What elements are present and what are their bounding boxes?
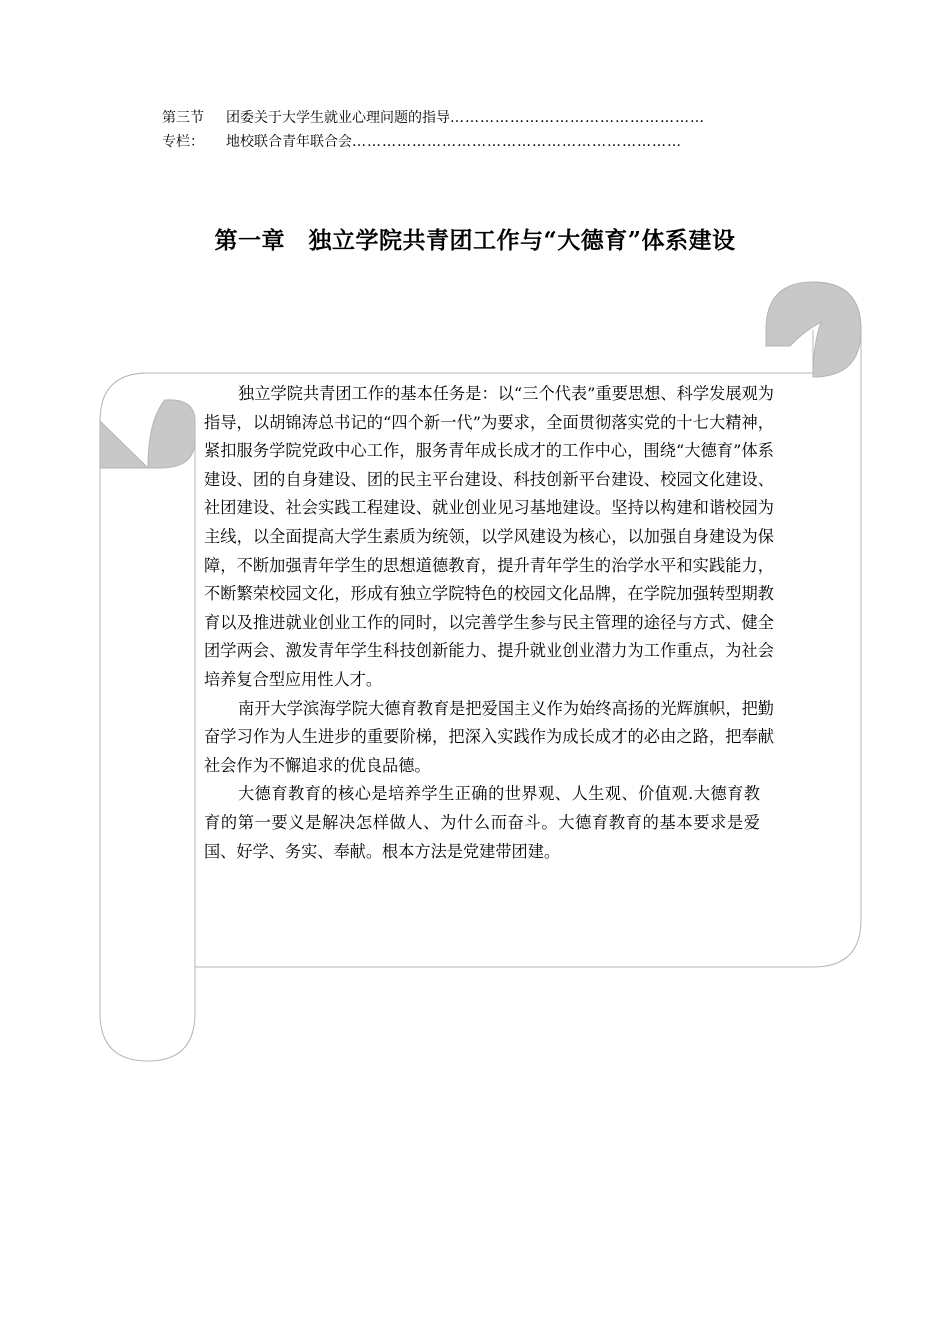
chapter-title: 第一章 独立学院共青团工作与“大德育”体系建设 [214,227,736,254]
toc-item-prefix: 第三节 [162,110,204,126]
body-paragraph: 南开大学滨海学院大德育教育是把爱国主义作为始终高扬的光辉旗帜，把勤奋学习作为人生进步的重要阶梯，把深入实践作为成长成才的必由之路，把奉献社会作为不懈追求的优良品德。 [204,698,774,775]
toc-leader-dots: ………………………………………………………… [352,134,682,150]
scroll-top-right-roll [766,282,861,377]
toc-item-title: 地校联合青年联合会 [226,134,352,150]
body-paragraph: 独立学院共青团工作的基本任务是：以“三个代表”重要思想、科学发展观为指导，以胡锦涛总书记的“四个新一代”为要求，全面贯彻落实党的十七大精神，紧扣服务学院党政中心工作，服务青年成长成才的工作中心，围绕“大德育”体系建设、团的自身建设、团的民主平台建设、科技创新平台建设、校园文化建设、社团建设、社会实践工程建设、就业创业见习基地建设。坚持以构建和谐校园为主线，以全面提高大学生素质为统领，以学风建设为核心，以加强自身建设为保障，不断加强青年学生的思想道德教育，提升青年学生的治学水平和实践能力，不断繁荣校园文化，形成有独立学院特色的校园文化品牌，在学院加强转型期教育以及推进就业创业工作的同时，以完善学生参与民主管理的途径与方式、健全团学两会、激发青年学生科技创新能力、提升就业创业潜力为工作重点，为社会培养复合型应用性人才。 [204,384,774,689]
chapter-body [204,380,774,866]
body-paragraph: 大德育教育的核心是培养学生正确的世界观、人生观、价值观.大德育教育的第一要义是解决怎样做人、为什么而奋斗。大德育教育的基本要求是爱国、好学、务实、奉献。根本方法是党建带团建。 [204,784,760,861]
toc-item-prefix: 专栏： [162,134,204,150]
toc-item-title: 团委关于大学生就业心理问题的指导 [226,110,450,126]
scroll-left-curl [100,400,195,468]
toc-leader-dots: …………………………………………… [450,110,705,126]
